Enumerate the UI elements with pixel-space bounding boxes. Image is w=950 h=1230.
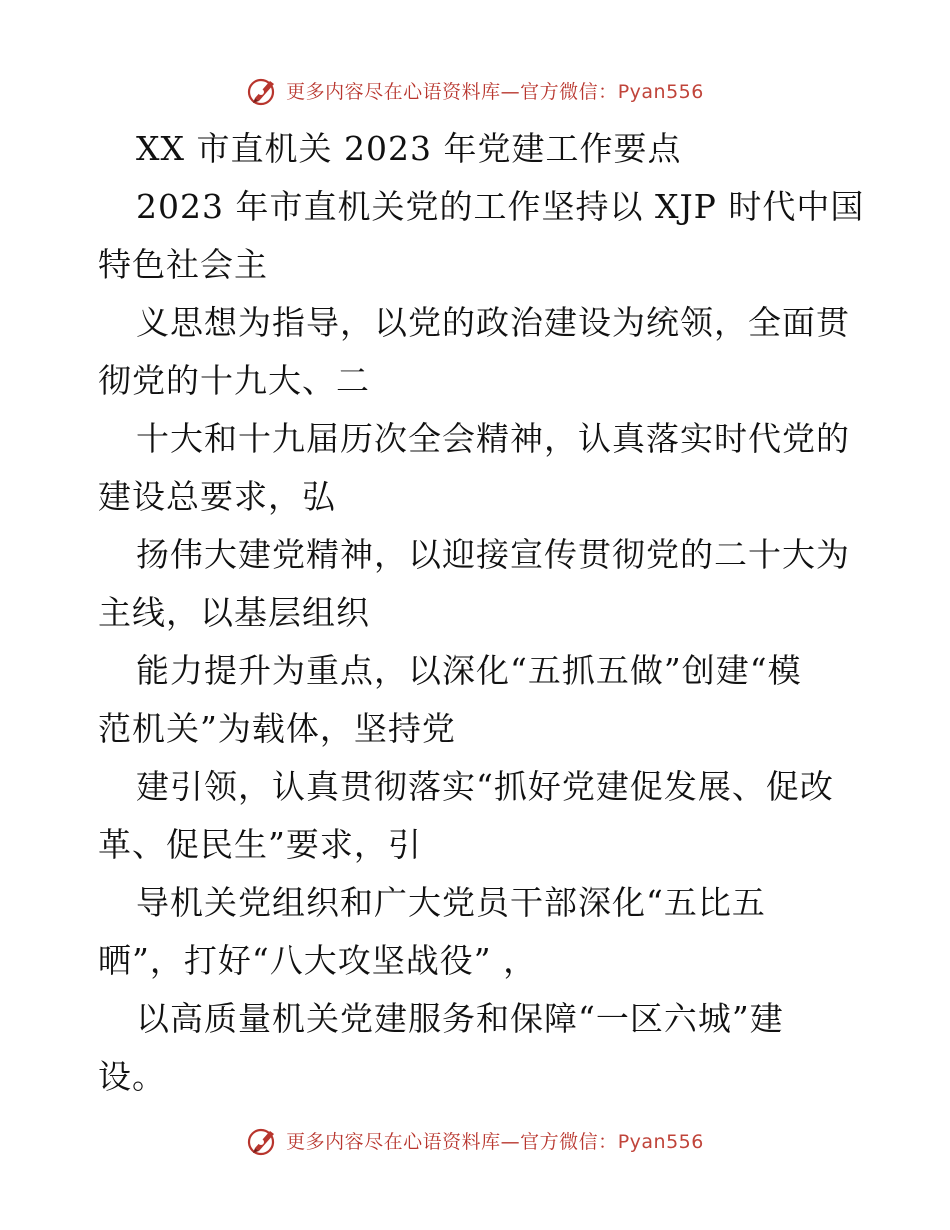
pen-logo-icon (246, 1123, 280, 1157)
paragraph-line: 设。 (98, 1057, 166, 1096)
paragraph-line: 主线，以基层组织 (98, 593, 370, 632)
pen-logo-icon (246, 73, 280, 107)
paragraph-line: 扬伟大建党精神，以迎接宣传贯彻党的二十大为 (136, 535, 850, 574)
paragraph-line: 建设总要求，弘 (98, 477, 336, 516)
paragraph-line: 特色社会主 (98, 245, 268, 284)
paragraph-line: 以高质量机关党建服务和保障“一区六城”建 (136, 999, 784, 1038)
document-body (98, 120, 865, 1106)
watermark-text (286, 1127, 704, 1154)
watermark-text (286, 77, 704, 104)
watermark-account-label: 官方微信： (520, 1130, 618, 1153)
paragraph-line: 范机关”为载体，坚持党 (98, 709, 456, 748)
paragraph-line: 导机关党组织和广大党员干部深化“五比五 (136, 883, 766, 922)
watermark-separator: — (500, 1130, 521, 1153)
document-title: XX 市直机关 2023 年党建工作要点 (136, 129, 682, 168)
header-watermark (0, 72, 950, 108)
paragraph-line: 义思想为指导，以党的政治建设为统领，全面贯 (136, 303, 850, 342)
paragraph-line: 革、促民生”要求，引 (98, 825, 422, 864)
paragraph-line: 彻党的十九大、二 (98, 361, 370, 400)
paragraph-line: 能力提升为重点，以深化“五抓五做”创建“模 (136, 651, 802, 690)
watermark-label: 更多内容尽在心语资料库 (286, 1130, 501, 1153)
paragraph-line: 2023 年市直机关党的工作坚持以 XJP 时代中国 (136, 187, 865, 226)
watermark-separator: — (500, 80, 521, 103)
paragraph-line: 晒”，打好“八大攻坚战役” ， (98, 941, 538, 980)
watermark-label: 更多内容尽在心语资料库 (286, 80, 501, 103)
footer-watermark (0, 1122, 950, 1158)
paragraph-line: 建引领，认真贯彻落实“抓好党建促发展、促改 (136, 767, 834, 806)
watermark-account: Pyan556 (617, 80, 704, 103)
watermark-account-label: 官方微信： (520, 80, 618, 103)
paragraph-line: 十大和十九届历次全会精神，认真落实时代党的 (136, 419, 850, 458)
watermark-account: Pyan556 (617, 1130, 704, 1153)
